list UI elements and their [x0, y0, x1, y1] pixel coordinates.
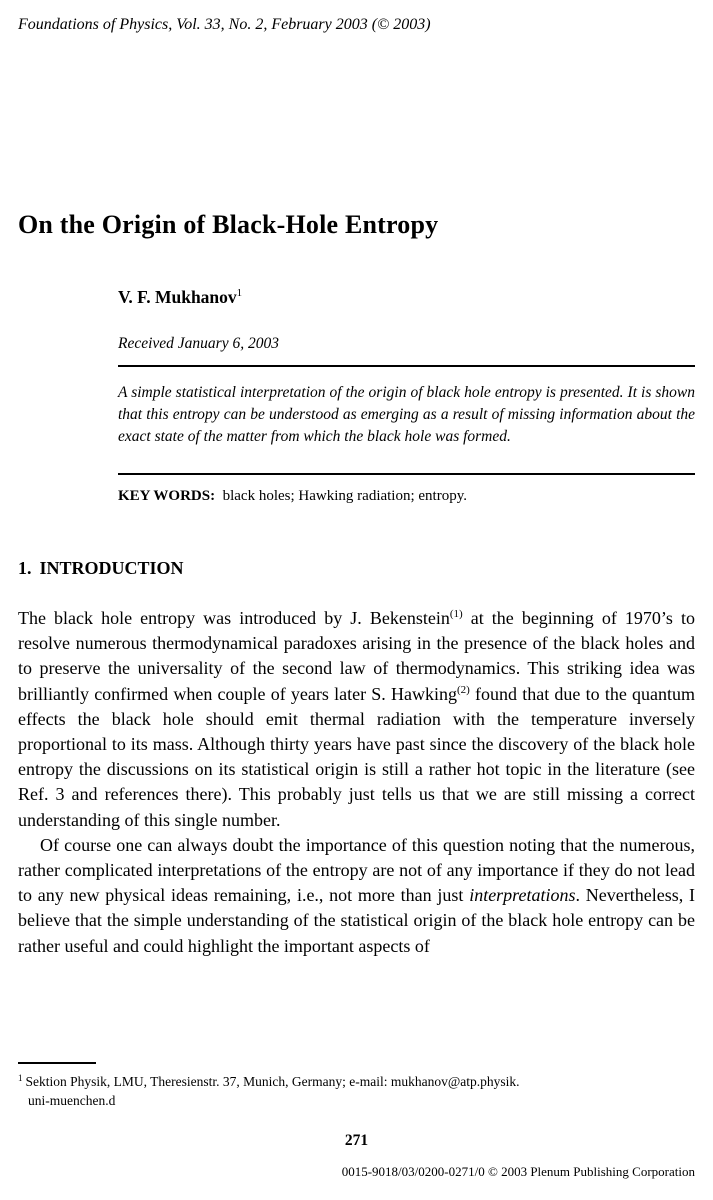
abstract-rule-bottom	[118, 473, 695, 475]
keywords-label: KEY WORDS:	[118, 488, 216, 504]
page-number: 271	[344, 1132, 369, 1149]
abstract: A simple statistical interpretation of the origin of black hole entropy is presented. It is shown that this entropy can be understood as emerging as a result of missing information about the exact state of the matter from which the black hole was formed.	[118, 384, 695, 445]
p1-segment-c: found that due to the quantum effects the black hole should emit thermal radiation with the temperature inversely proportional to its mass. Although thirty years have past since the discovery of the black hole entropy the discussions on its statistical origin is still a rather hot topic in the literature (see Ref. 3 and references there). This probably just tells us that we are still missing a correct understanding of this single number.	[18, 683, 695, 830]
keywords-line	[118, 488, 695, 505]
author-name: V. F. Mukhanov	[118, 287, 237, 307]
keywords-text: black holes; Hawking radiation; entropy.	[222, 488, 467, 504]
p1-segment-a: The black hole entropy was introduced by J. Bekenstein	[18, 608, 450, 628]
reference-marker-2: (2)	[457, 683, 470, 696]
received-date: Received January 6, 2003	[118, 335, 279, 352]
intro-paragraph-1	[18, 606, 695, 833]
section-title: INTRODUCTION	[39, 558, 184, 578]
footnote-line-2: uni-muenchen.d	[28, 1093, 116, 1108]
intro-paragraph-2	[18, 833, 695, 959]
p2-italic-word: interpretations	[469, 885, 576, 906]
p1-segment-b: at the beginning of 1970’s to resolve numerous thermodynamical paradoxes arising in the presence of the black holes and to preserve the universality of the second law of thermodynamics. This striking idea was brilliantly confirmed when couple of years later S. Hawking	[18, 608, 695, 704]
section-heading-introduction	[18, 558, 184, 579]
page-title: On the Origin of Black-Hole Entropy	[18, 210, 439, 239]
body-text	[18, 606, 695, 959]
journal-header: Foundations of Physics, Vol. 33, No. 2, February 2003 (© 2003)	[18, 16, 431, 33]
copyright-imprint: 0015-9018/03/0200-0271/0 © 2003 Plenum Publishing Corporation	[341, 1164, 695, 1179]
reference-marker-1: (1)	[449, 608, 463, 620]
abstract-rule-top	[118, 365, 695, 367]
section-number: 1.	[18, 558, 32, 578]
p2-segment-b: . Nevertheless, I believe that the simple understanding of the statistical origin of the black hole entropy can be rather useful and could highlight the important aspects of	[18, 885, 695, 956]
footnote-rule	[18, 1062, 96, 1064]
footnote	[18, 1072, 688, 1110]
footnote-line-1: Sektion Physik, LMU, Theresienstr. 37, Munich, Germany; e-mail: mukhanov@atp.physik.	[25, 1074, 520, 1089]
footnote-marker: 1	[18, 1072, 23, 1083]
author-footnote-marker: 1	[236, 287, 243, 300]
p2-segment-a: Of course one can always doubt the importance of this question noting that the numerous, rather complicated interpretations of the entropy are not of any importance if they do not lead to any new physical ideas remaining, i.e., not more than just	[18, 834, 695, 906]
author-line	[118, 287, 242, 308]
